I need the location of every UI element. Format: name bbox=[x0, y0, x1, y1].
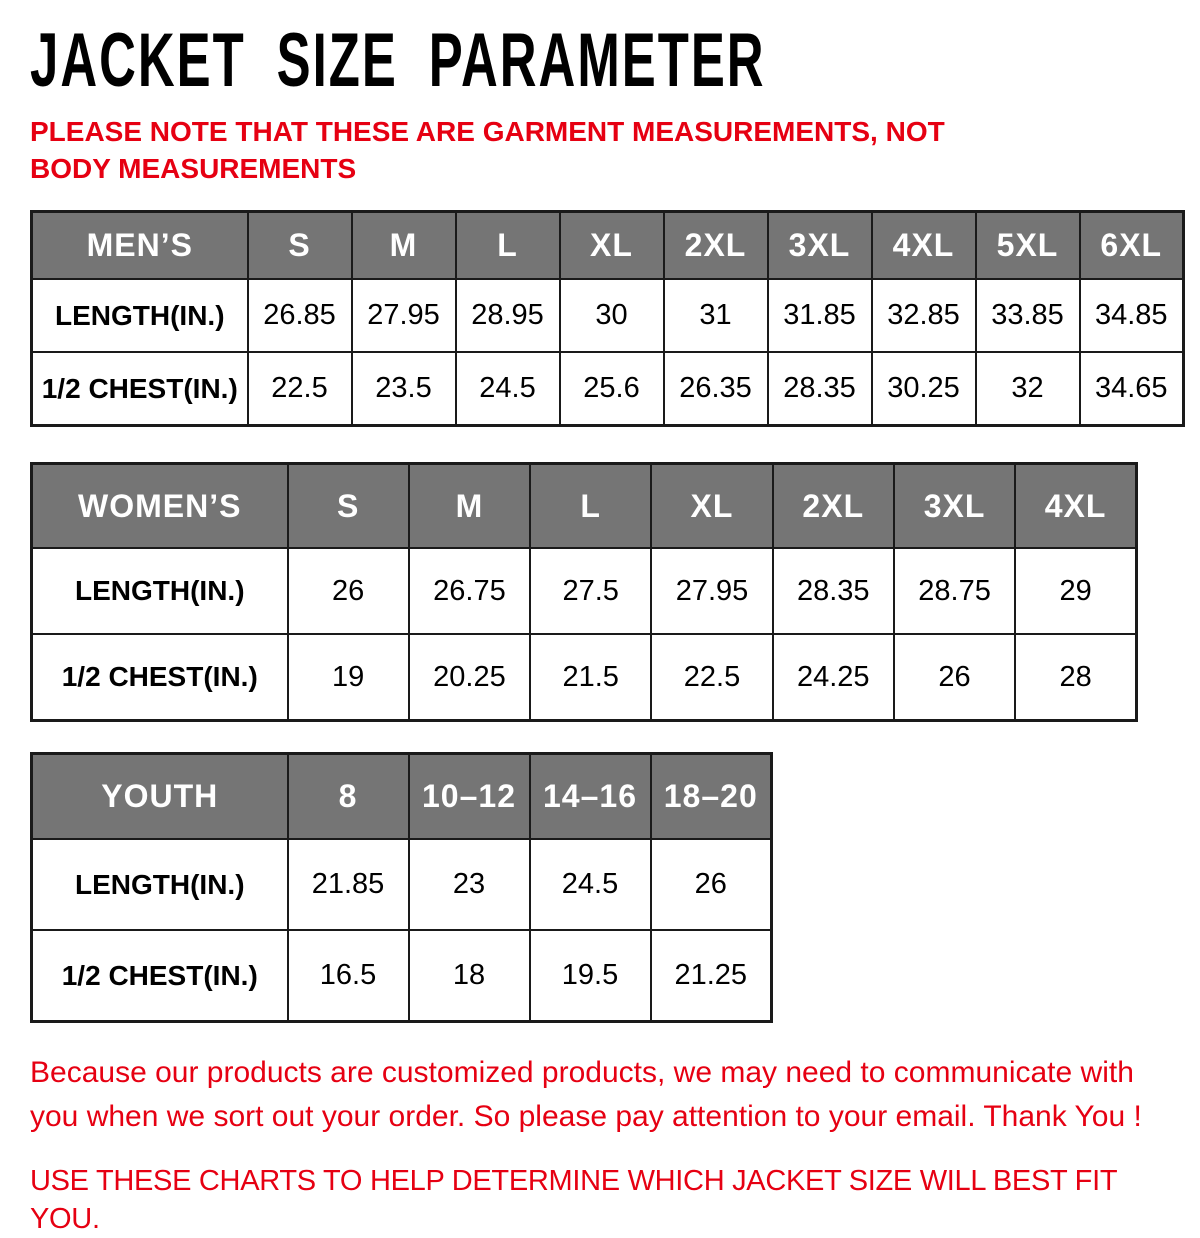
value-cell: 24.25 bbox=[773, 634, 894, 720]
youth-size-table bbox=[30, 752, 773, 1023]
mens-size-col-4xl: 4XL bbox=[872, 211, 976, 279]
row-label: LENGTH(IN.) bbox=[32, 279, 248, 352]
value-cell: 26 bbox=[288, 548, 409, 634]
youth-size-col-8: 8 bbox=[288, 753, 409, 839]
mens-row-length-in bbox=[32, 279, 1184, 352]
value-cell: 34.65 bbox=[1080, 352, 1184, 425]
value-cell: 26 bbox=[894, 634, 1015, 720]
value-cell: 19.5 bbox=[530, 930, 651, 1021]
value-cell: 26.85 bbox=[248, 279, 352, 352]
value-cell: 23.5 bbox=[352, 352, 456, 425]
youth-row-length-in bbox=[32, 839, 772, 930]
value-cell: 23 bbox=[409, 839, 530, 930]
footer-customization-note: Because our products are customized products, we may need to communicate with you when we sort out your order. So please pay attention to your email. Thank You ! bbox=[30, 1055, 1142, 1133]
value-cell: 30.25 bbox=[872, 352, 976, 425]
row-label: LENGTH(IN.) bbox=[32, 839, 288, 930]
value-cell: 18 bbox=[409, 930, 530, 1021]
youth-header-row bbox=[32, 753, 772, 839]
mens-size-col-3xl: 3XL bbox=[768, 211, 872, 279]
value-cell: 28.35 bbox=[773, 548, 894, 634]
value-cell: 31.85 bbox=[768, 279, 872, 352]
mens-size-col-s: S bbox=[248, 211, 352, 279]
value-cell: 21.85 bbox=[288, 839, 409, 930]
value-cell: 16.5 bbox=[288, 930, 409, 1021]
womens-row-1-2-chest-in bbox=[32, 634, 1137, 720]
value-cell: 24.5 bbox=[530, 839, 651, 930]
value-cell: 30 bbox=[560, 279, 664, 352]
youth-row-1-2-chest-in bbox=[32, 930, 772, 1021]
value-cell: 21.5 bbox=[530, 634, 651, 720]
mens-table-title: MEN’S bbox=[32, 211, 248, 279]
value-cell: 32.85 bbox=[872, 279, 976, 352]
womens-size-col-l: L bbox=[530, 463, 651, 548]
mens-size-col-2xl: 2XL bbox=[664, 211, 768, 279]
page-title-text: JACKET SIZE PARAMETER bbox=[30, 18, 766, 103]
value-cell: 19 bbox=[288, 634, 409, 720]
mens-size-col-m: M bbox=[352, 211, 456, 279]
value-cell: 28.35 bbox=[768, 352, 872, 425]
value-cell: 28.75 bbox=[894, 548, 1015, 634]
row-label: 1/2 CHEST(IN.) bbox=[32, 352, 248, 425]
womens-size-col-3xl: 3XL bbox=[894, 463, 1015, 548]
womens-size-table bbox=[30, 462, 1138, 722]
value-cell: 22.5 bbox=[248, 352, 352, 425]
value-cell: 20.25 bbox=[409, 634, 530, 720]
row-label: LENGTH(IN.) bbox=[32, 548, 288, 634]
womens-table-title: WOMEN’S bbox=[32, 463, 288, 548]
value-cell: 27.95 bbox=[352, 279, 456, 352]
garment-measurement-note: PLEASE NOTE THAT THESE ARE GARMENT MEASUREMENTS, NOT BODY MEASUREMENTS bbox=[30, 116, 945, 184]
womens-size-col-xl: XL bbox=[651, 463, 772, 548]
value-cell: 34.85 bbox=[1080, 279, 1184, 352]
mens-size-col-l: L bbox=[456, 211, 560, 279]
value-cell: 31 bbox=[664, 279, 768, 352]
value-cell: 32 bbox=[976, 352, 1080, 425]
youth-size-col-14-16: 14–16 bbox=[530, 753, 651, 839]
value-cell: 27.95 bbox=[651, 548, 772, 634]
size-tables-container bbox=[30, 210, 1185, 1023]
value-cell: 22.5 bbox=[651, 634, 772, 720]
mens-size-col-xl: XL bbox=[560, 211, 664, 279]
mens-size-table bbox=[30, 210, 1185, 427]
footer-fit-note: USE THESE CHARTS TO HELP DETERMINE WHICH JACKET SIZE WILL BEST FIT YOU. bbox=[30, 1165, 1117, 1235]
value-cell: 33.85 bbox=[976, 279, 1080, 352]
youth-size-col-10-12: 10–12 bbox=[409, 753, 530, 839]
value-cell: 26.35 bbox=[664, 352, 768, 425]
value-cell: 27.5 bbox=[530, 548, 651, 634]
mens-row-1-2-chest-in bbox=[32, 352, 1184, 425]
mens-header-row bbox=[32, 211, 1184, 279]
value-cell: 25.6 bbox=[560, 352, 664, 425]
womens-size-col-s: S bbox=[288, 463, 409, 548]
youth-table-title: YOUTH bbox=[32, 753, 288, 839]
womens-size-col-2xl: 2XL bbox=[773, 463, 894, 548]
womens-header-row bbox=[32, 463, 1137, 548]
mens-size-col-6xl: 6XL bbox=[1080, 211, 1184, 279]
page-title bbox=[30, 18, 1185, 103]
value-cell: 26.75 bbox=[409, 548, 530, 634]
value-cell: 21.25 bbox=[651, 930, 772, 1021]
value-cell: 28 bbox=[1015, 634, 1136, 720]
value-cell: 24.5 bbox=[456, 352, 560, 425]
row-label: 1/2 CHEST(IN.) bbox=[32, 930, 288, 1021]
value-cell: 28.95 bbox=[456, 279, 560, 352]
womens-row-length-in bbox=[32, 548, 1137, 634]
value-cell: 29 bbox=[1015, 548, 1136, 634]
value-cell: 26 bbox=[651, 839, 772, 930]
youth-size-col-18-20: 18–20 bbox=[651, 753, 772, 839]
mens-size-col-5xl: 5XL bbox=[976, 211, 1080, 279]
womens-size-col-m: M bbox=[409, 463, 530, 548]
row-label: 1/2 CHEST(IN.) bbox=[32, 634, 288, 720]
womens-size-col-4xl: 4XL bbox=[1015, 463, 1136, 548]
